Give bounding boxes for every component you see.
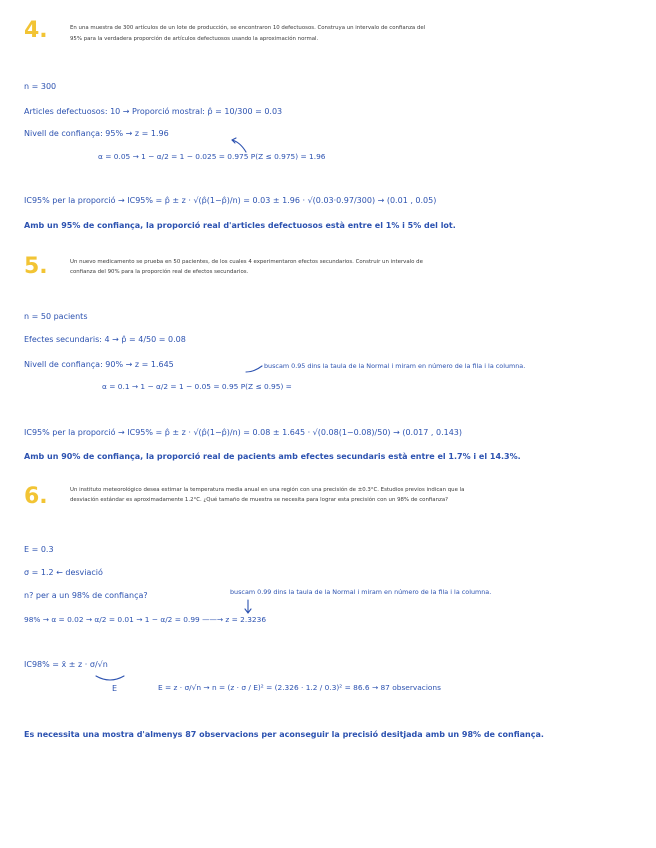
p6-error: E = 0.3 [24, 545, 54, 554]
p5-note-arrow [246, 366, 262, 372]
p6-ci-formula: IC98% = x̄ ± z · σ/√n [24, 660, 108, 669]
p6-brace [96, 676, 124, 680]
p5-confidence-level: Nivell de confiança: 90% → z = 1.645 [24, 360, 174, 369]
problem-6-statement-line-1: Un instituto meteorológico desea estimar la temperatura media anual en una región con una precisión de ±0.3°C. Estudios previos indican que la [70, 487, 465, 493]
p6-error-label: E [112, 684, 118, 693]
p6-alpha-calc: 98% → α = 0.02 → α/2 = 0.01 → 1 − α/2 = 0.99 ——→ z = 2.3236 [24, 615, 267, 624]
problem-4-number: 4. [24, 18, 48, 43]
p6-table-note: buscam 0.99 dins la taula de la Normal i miram en número de la fila i la columna. [230, 588, 492, 596]
p5-table-note: buscam 0.95 dins la taula de la Normal i miram en número de la fila i la columna. [264, 362, 526, 370]
p4-confidence-level: Nivell de confiança: 95% → z = 1.96 [24, 129, 169, 138]
p5-ci-formula: IC95% per la proporció → IC95% = p̂ ± z · √(p̂(1−p̂)/n) = 0.08 ± 1.645 · √(0.08(1−0.08)/50) → (0.017 , 0.143) [24, 428, 463, 437]
p4-alpha-calc: α = 0.05 → 1 − α/2 = 1 − 0.025 = 0.975 P(Z ≤ 0.975) = 1.96 [98, 152, 326, 161]
p4-defective-proportion: Articles defectuosos: 10 → Proporció mostral: p̂ = 10/300 = 0.03 [24, 107, 283, 116]
problem-4-statement-line-1: En una muestra de 300 artículos de un lote de producción, se encontraron 10 defectuosos. Construya un intervalo de confianza del [70, 25, 426, 31]
p6-sample-size-calc: E = z · σ/√n → n = (z · σ / E)² = (2.326 · 1.2 / 0.3)² = 86.6 → 87 observacions [158, 683, 441, 692]
p6-question: n? per a un 98% de confiança? [24, 591, 148, 600]
p4-ci-formula: IC95% per la proporció → IC95% = p̂ ± z · √(p̂(1−p̂)/n) = 0.03 ± 1.96 · √(0.03·0.97/300) → (0.01 , 0.05) [24, 196, 437, 205]
problem-6-statement-line-2: desviación estándar es aproximadamente 1.2°C. ¿Qué tamaño de muestra se necesita para lograr esta precisión con un 98% de confianza? [70, 497, 449, 503]
p5-conclusion: Amb un 90% de confiança, la proporció real de pacients amb efectes secundaris està entre el 1.7% i el 14.3%. [24, 452, 521, 461]
p5-alpha-calc: α = 0.1 → 1 − α/2 = 1 − 0.05 = 0.95 P(Z ≤ 0.95) = [102, 382, 292, 391]
problem-5-statement-line-2: confianza del 90% para la proporción real de efectos secundarios. [70, 269, 249, 275]
p6-conclusion: Es necessita una mostra d'almenys 87 observacions per aconseguir la precisió desitjada amb un 98% de confiança. [24, 730, 544, 739]
problem-6-number: 6. [24, 484, 48, 509]
p5-sample-size: n = 50 pacients [24, 312, 88, 321]
p6-sigma: σ = 1.2 ← desviació [24, 568, 103, 577]
p5-side-effects: Efectes secundaris: 4 → p̂ = 4/50 = 0.08 [24, 335, 186, 344]
problem-5-statement-line-1: Un nuevo medicamento se prueba en 50 pacientes, de los cuales 4 experimentaron efectos secundarios. Construir un intervalo de [70, 259, 423, 265]
p4-sample-size: n = 300 [24, 82, 57, 91]
p4-conclusion: Amb un 95% de confiança, la proporció real d'articles defectuosos està entre el 1% i 5% del lot. [24, 221, 456, 230]
problem-5-number: 5. [24, 254, 48, 279]
problem-4-statement-line-2: 95% para la verdadera proporción de artículos defectuosos usando la aproximación normal. [70, 36, 319, 42]
